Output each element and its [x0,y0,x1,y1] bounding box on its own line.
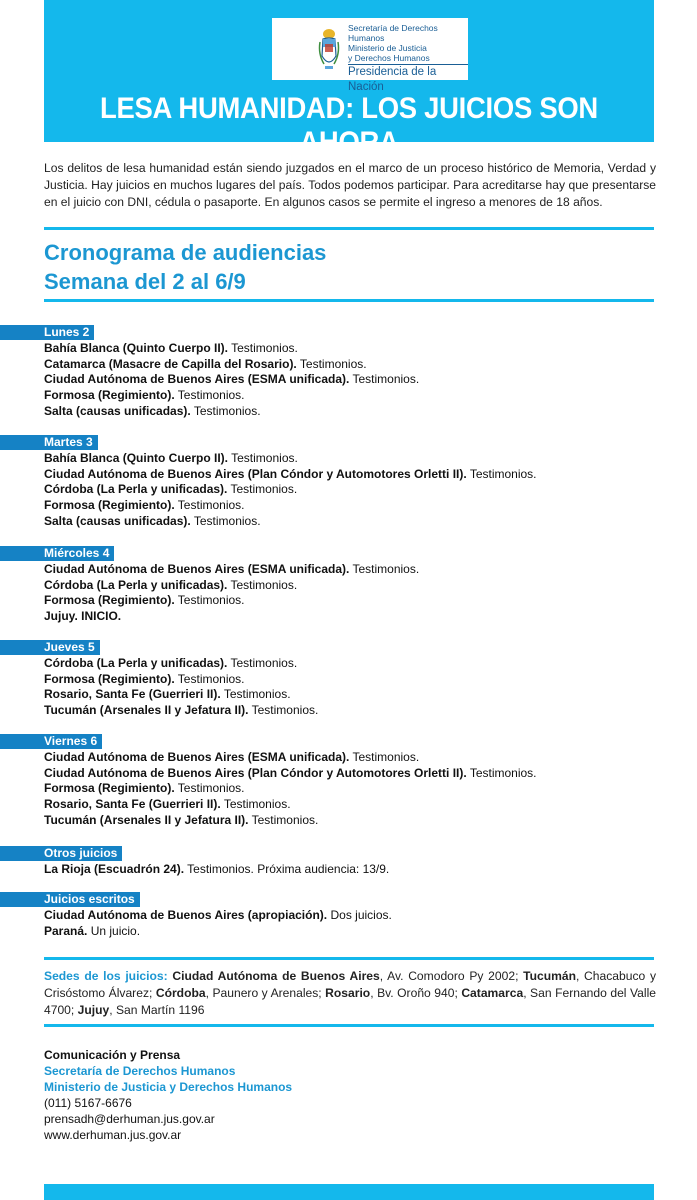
schedule-entry [44,467,612,483]
divider [44,299,654,302]
entry-court: Ciudad Autónoma de Buenos Aires (ESMA unificada). [44,750,350,764]
contact-org-ministerio: Ministerio de Justicia y Derechos Humanos [44,1080,293,1094]
schedule-entry [44,404,612,420]
schedule-entry [44,451,612,467]
day-block [0,638,612,719]
entry-court: Rosario, Santa Fe (Guerrieri II). [44,797,221,812]
header-banner [44,0,654,159]
contact-block [44,1047,292,1143]
sede-city: Jujuy [77,1003,110,1017]
day-entries [0,862,612,878]
entry-detail: Testimonios. [227,577,298,592]
entry-detail: Testimonios. [349,750,420,764]
entry-detail: Testimonios. [174,671,245,686]
divider [44,1024,654,1027]
entry-detail: Testimonios. [228,341,298,355]
contact-website[interactable]: www.derhuman.jus.gov.ar [44,1128,182,1142]
schedule-entry [44,562,612,578]
entry-court: Ciudad Autónoma de Buenos Aires (ESMA unificada). [44,372,350,387]
cronograma-subtitle: Semana del 2 al 6/9 [44,269,246,294]
entry-detail: Testimonios. [227,482,298,497]
schedule-entry [44,656,612,672]
entry-court: Tucumán (Arsenales II y Jefatura II). [44,703,249,718]
day-block [0,323,612,420]
schedule-entry [44,687,612,703]
sede-address: , Bv. Oroño 940; [370,986,462,1000]
day-label: Miércoles 4 [0,546,114,561]
schedule-entry [44,609,612,625]
schedule-entry [44,813,612,829]
entry-detail: Testimonios. [220,687,291,702]
logo-line-1: Secretaría de Derechos Humanos [348,23,438,43]
day-entries [0,451,612,530]
entry-detail: Testimonios. [349,372,420,387]
entry-court: Salta (causas unificadas). [44,513,191,528]
day-block [0,433,612,530]
schedule-entry [44,341,612,357]
day-block [0,890,612,939]
entry-court: Córdoba (La Perla y unificadas). [44,577,228,592]
schedule-entry [44,797,612,813]
sede-city: Córdoba [155,986,206,1000]
ministry-logo [272,18,468,93]
argentina-coat-of-arms-icon [316,22,342,76]
day-entries [0,656,612,719]
day-block [0,844,612,878]
entry-detail: Testimonios. [466,765,537,780]
entry-detail: Testimonios. [174,388,245,403]
entry-court: Formosa (Regimiento). [44,388,175,403]
entry-court: Ciudad Autónoma de Buenos Aires (apropiación). [44,908,328,922]
entry-detail: Testimonios. [228,451,298,465]
footer-bar [44,1184,654,1200]
schedule-entry [44,924,612,940]
sede-address: , Paunero y Arenales; [205,986,326,1000]
schedule-entry [44,703,612,719]
entry-court: Catamarca (Masacre de Capilla del Rosario). [44,356,297,371]
day-entries [0,750,612,829]
entry-detail: Un juicio. [87,923,141,938]
divider [44,227,654,230]
logo-line-2: Ministerio de Justicia [348,43,427,53]
entry-detail: Testimonios. Próxima audiencia: 13/9. [184,862,390,876]
entry-court: Rosario, Santa Fe (Guerrieri II). [44,687,221,702]
sede-city: Catamarca [461,986,524,1000]
sede-address: , Chacabuco y Crisóstomo Álvarez; [44,969,656,1000]
schedule-entry [44,781,612,797]
schedule-entry [44,766,612,782]
schedule-entry [44,593,612,609]
intro-paragraph: Los delitos de lesa humanidad están siendo juzgados en el marco de un proceso histórico de Memoria, Verdad y Justicia. Hay juicios en muchos lugares del país. Todos podemos participar. Para acreditarse hay que presentarse en el juicio con DNI, cédula o pasaporte. En algunos casos se permite el ingreso a menores de 18 años. [44,161,656,209]
schedule-entry [44,750,612,766]
schedule-entry [44,357,612,373]
contact-heading: Comunicación y Prensa [44,1048,181,1062]
entry-detail: Testimonios. [190,403,261,418]
entry-detail: Testimonios. [227,656,298,670]
sede-city: Tucumán [523,969,576,983]
entry-court: Tucumán (Arsenales II y Jefatura II). [44,812,249,827]
sedes-paragraph [44,968,656,1019]
logo-line-3: y Derechos Humanos [348,53,430,63]
sedes-label: Sedes de los juicios: [44,969,168,983]
entry-detail: Testimonios. [248,812,319,827]
entry-detail: Testimonios. [248,703,319,718]
day-label: Jueves 5 [0,640,100,655]
entry-court: Ciudad Autónoma de Buenos Aires (ESMA unificada). [44,562,350,576]
sede-city: Ciudad Autónoma de Buenos Aires [167,969,380,983]
day-label: Viernes 6 [0,734,102,749]
entry-court: Córdoba (La Perla y unificadas). [44,482,228,497]
entry-court: Bahía Blanca (Quinto Cuerpo II). [44,341,229,355]
day-block [0,544,612,625]
entry-detail: Testimonios. [466,466,537,481]
entry-detail: Testimonios. [220,797,291,812]
cronograma-title: Cronograma de audiencias [44,240,327,265]
page-title: LESA HUMANIDAD: LOS JUICIOS SON AHORA [100,92,598,159]
schedule-entry [44,672,612,688]
entry-court: Paraná. [44,923,88,938]
entry-court: Ciudad Autónoma de Buenos Aires (Plan Cóndor y Automotores Orletti II). [44,765,467,780]
logo-presidencia: Presidencia de la Nación [348,64,468,95]
schedule-entry [44,498,612,514]
entry-court: Salta (causas unificadas). [44,403,191,418]
day-label: Otros juicios [0,846,122,861]
entry-court: Ciudad Autónoma de Buenos Aires (Plan Cóndor y Automotores Orletti II). [44,466,467,481]
entry-detail: Testimonios. [174,781,245,796]
contact-org-secretaria: Secretaría de Derechos Humanos [44,1064,236,1078]
entry-court: Jujuy. INICIO. [44,609,122,624]
cronograma-heading [44,238,326,296]
logo-text [348,23,468,95]
schedule-entry [44,578,612,594]
entry-detail: Testimonios. [296,356,367,371]
sede-address: , Av. Comodoro Py 2002; [379,969,524,983]
entry-detail: Testimonios. [349,562,420,576]
day-label: Lunes 2 [0,325,94,340]
sede-address: , San Fernando del Valle 4700; [44,986,656,1017]
entry-court: Formosa (Regimiento). [44,498,175,513]
day-entries [0,908,612,939]
contact-phone: (011) 5167-6676 [44,1096,132,1110]
entry-court: Formosa (Regimiento). [44,671,175,686]
entry-court: Formosa (Regimiento). [44,781,175,796]
entry-court: Córdoba (La Perla y unificadas). [44,656,228,670]
contact-email[interactable]: prensadh@derhuman.jus.gov.ar [44,1112,215,1126]
entry-detail: Dos juicios. [327,908,392,922]
schedule-entry [44,482,612,498]
day-entries [0,341,612,420]
schedule-entry [44,514,612,530]
entry-detail: Testimonios. [190,513,261,528]
schedule-entry [44,862,612,878]
day-block [0,732,612,829]
schedule-entry [44,388,612,404]
entry-court: Formosa (Regimiento). [44,593,175,608]
schedule-entry [44,372,612,388]
day-entries [0,562,612,625]
divider [44,957,654,960]
day-label: Martes 3 [0,435,98,450]
entry-court: Bahía Blanca (Quinto Cuerpo II). [44,451,229,465]
entry-detail: Testimonios. [174,593,245,608]
sede-city: Rosario [325,986,371,1000]
entry-court: La Rioja (Escuadrón 24). [44,862,185,876]
sede-address: , San Martín 1196 [109,1003,205,1017]
schedule-entry [44,908,612,924]
day-label: Juicios escritos [0,892,140,907]
entry-detail: Testimonios. [174,498,245,513]
